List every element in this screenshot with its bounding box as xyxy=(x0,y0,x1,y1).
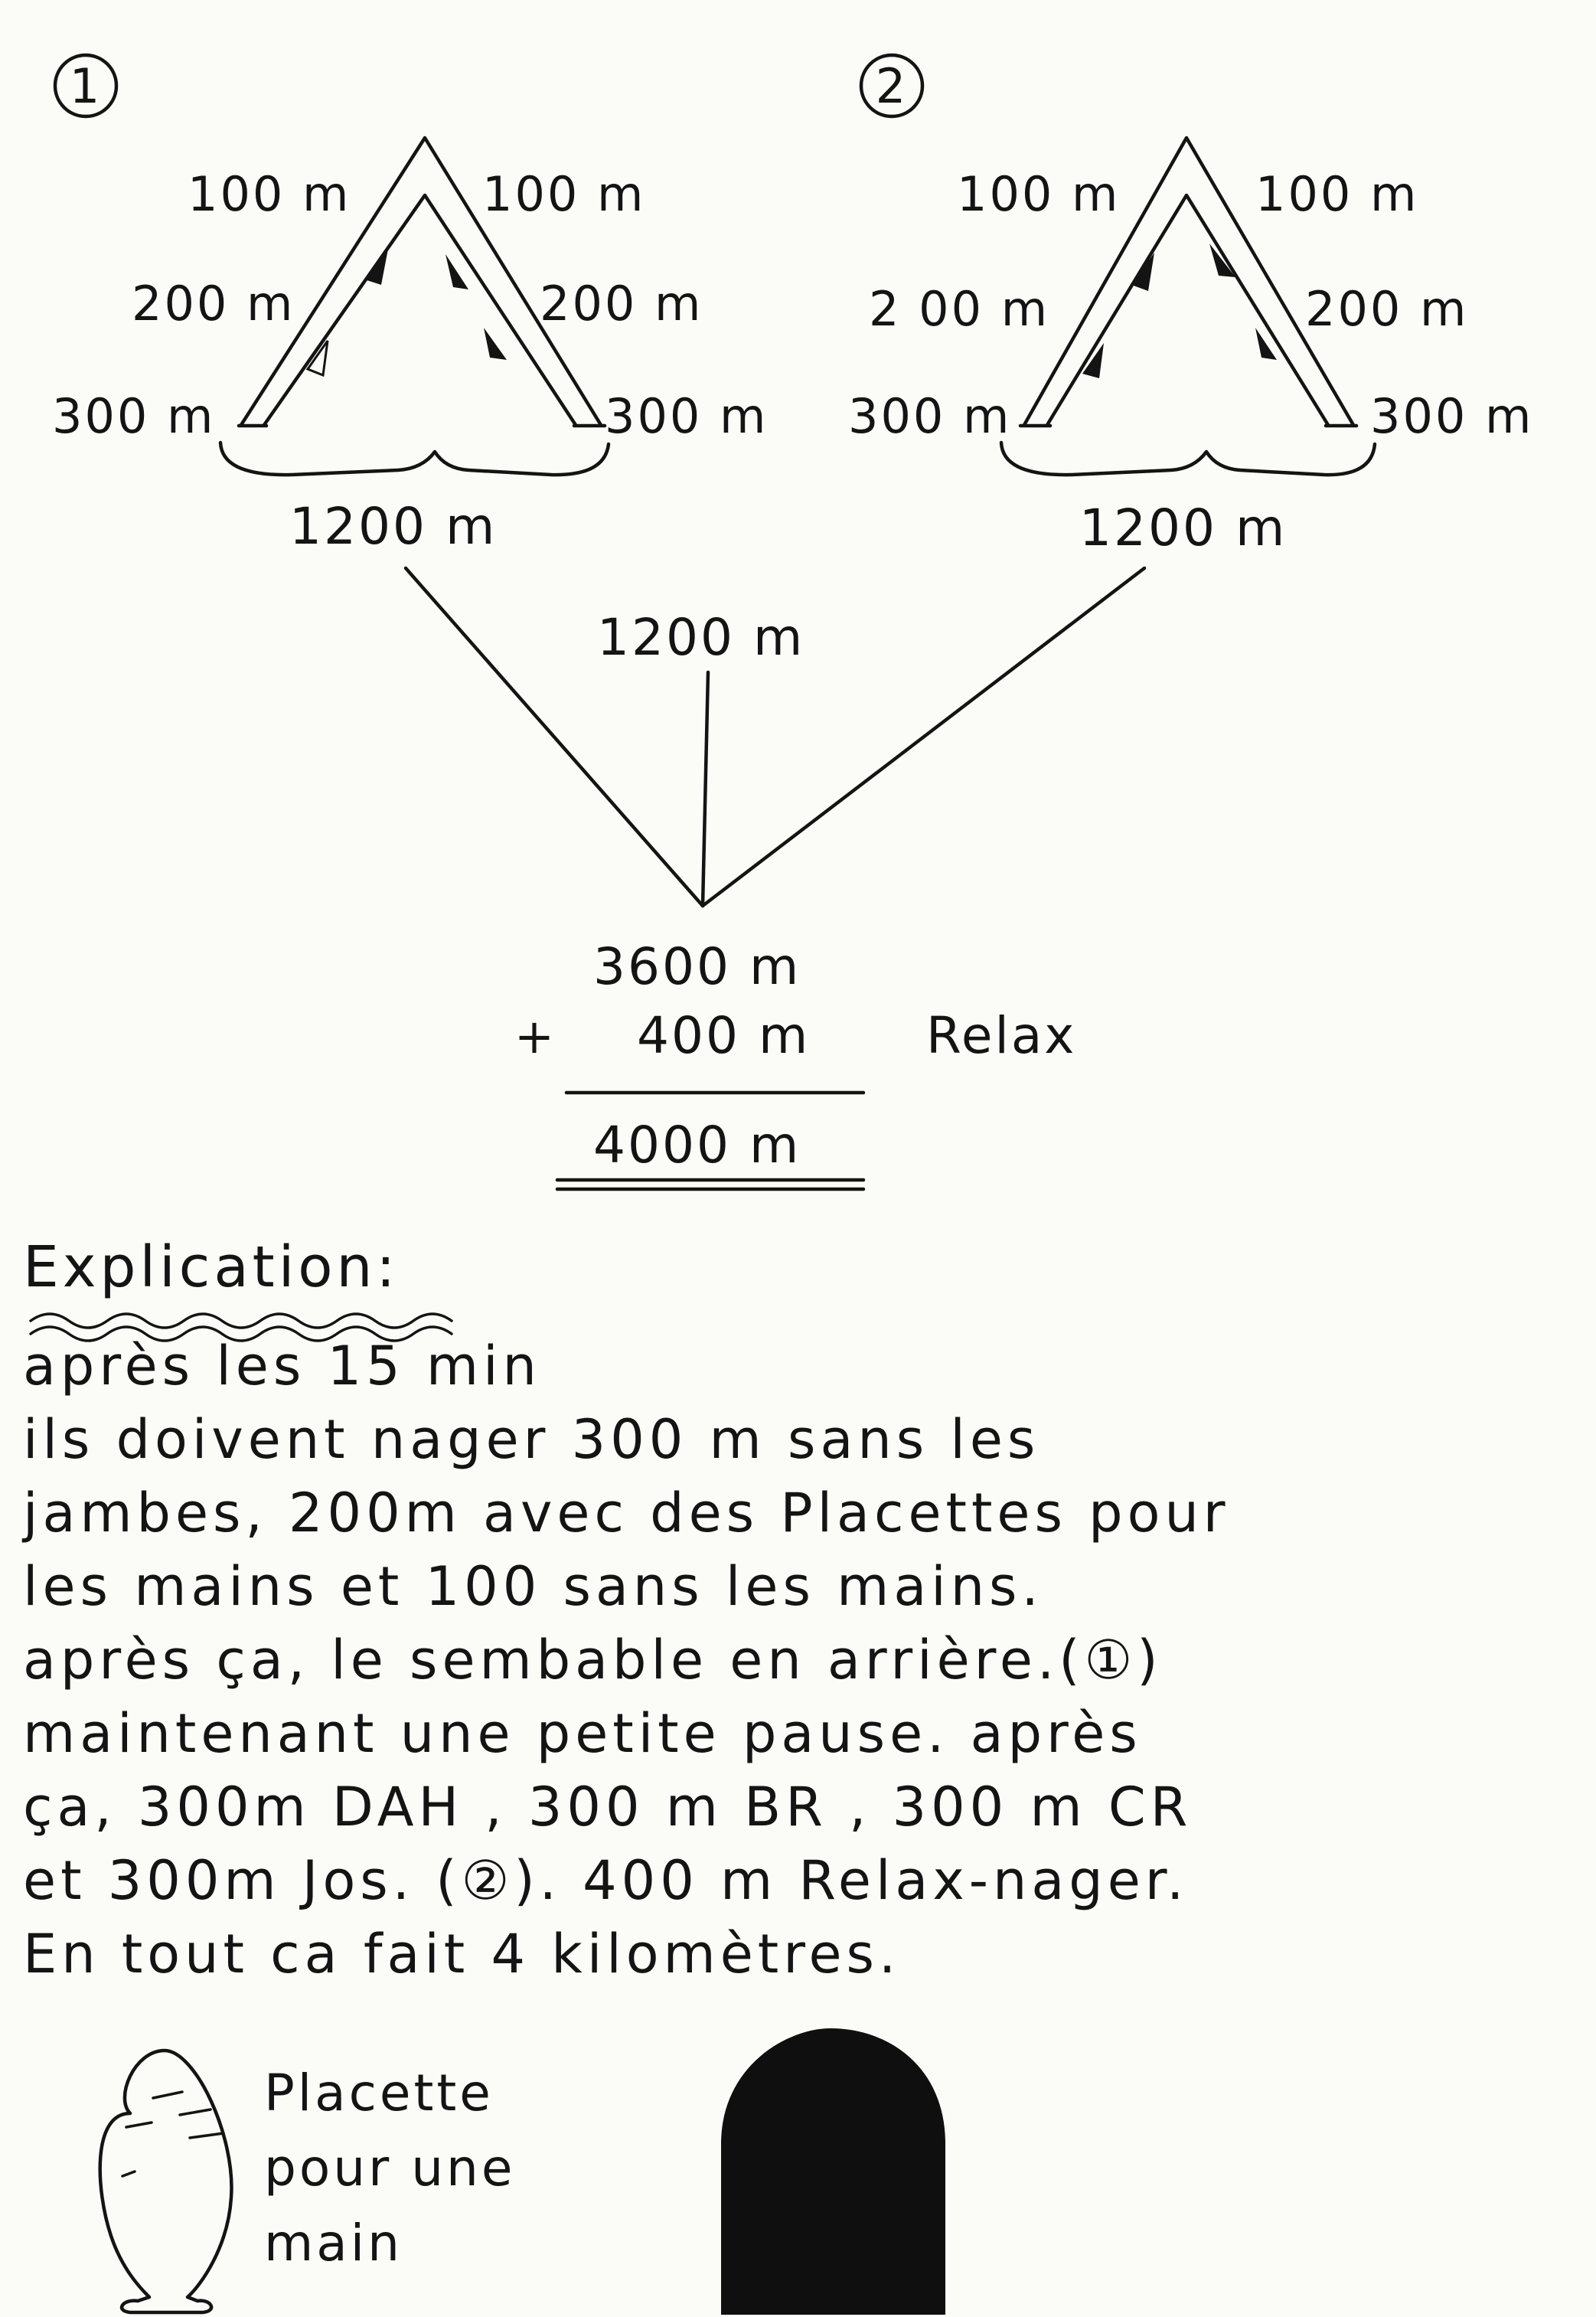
explication-line-1: après les 15 min xyxy=(23,1335,541,1398)
diagram-2-left-label-200: 2 00 m xyxy=(869,281,1050,337)
explication-line-6: maintenant une petite pause. après xyxy=(23,1702,1142,1766)
paddle-legend-line-3: main xyxy=(264,2214,403,2273)
explication-body xyxy=(23,1329,1577,1991)
pull-buoy-shape xyxy=(723,2031,943,2312)
explication-line-5: après ça, le sembable en arrière.(①) xyxy=(23,1629,1163,1692)
explication-line-4: les mains et 100 sans les mains. xyxy=(23,1555,1043,1619)
paddle-legend xyxy=(264,2056,515,2281)
diagram-2 xyxy=(848,55,1533,557)
diagram-1-right-label-300: 300 m xyxy=(605,388,769,444)
diagram-2-left-label-300: 300 m xyxy=(848,388,1012,444)
hand-paddle-drawing xyxy=(100,2051,232,2312)
diagram-1-left-label-300: 300 m xyxy=(52,388,216,444)
hand-paddle-mark-3 xyxy=(126,2123,152,2127)
diagram-1-arrow-down-2 xyxy=(484,328,507,360)
explication-line-3: jambes, 200m avec des Placettes pour xyxy=(23,1482,1230,1545)
paddle-legend-line-1: Placette xyxy=(264,2064,494,2123)
diagram-2-brace xyxy=(1001,443,1375,475)
diagram-1-right-label-100: 100 m xyxy=(482,166,646,222)
distance-sum xyxy=(514,937,1076,1189)
diagram-2-right-label-300: 300 m xyxy=(1370,388,1534,444)
sum-addend: 400 m xyxy=(637,1006,811,1065)
combining-lines xyxy=(406,568,1144,906)
hand-paddle-mark-5 xyxy=(122,2172,135,2176)
explication-heading: Explication: xyxy=(23,1234,400,1300)
hand-paddle-mark-4 xyxy=(190,2133,224,2138)
explication-line-2: ils doivent nager 300 m sans les xyxy=(23,1408,1040,1472)
explication-line-8: et 300m Jos. (②). 400 m Relax-nager. xyxy=(23,1849,1189,1913)
pull-buoy-drawing xyxy=(723,2031,943,2312)
explication-line-7: ça, 300m DAH , 300 m BR , 300 m CR xyxy=(23,1776,1193,1839)
diagram-2-total: 1200 m xyxy=(1079,498,1288,557)
sum-plus-sign: + xyxy=(514,1008,556,1064)
diagram-2-arrow-down-2 xyxy=(1255,328,1277,360)
diagram-1-left-label-100: 100 m xyxy=(188,166,351,222)
diagram-1-left-label-200: 200 m xyxy=(132,276,295,332)
diagram-1-total: 1200 m xyxy=(289,497,498,556)
diagram-2-number: 2 xyxy=(875,58,909,114)
diagram-1-brace xyxy=(220,443,609,475)
diagram-1 xyxy=(52,55,768,556)
hand-paddle-outline xyxy=(100,2051,232,2312)
sum-addend-note: Relax xyxy=(926,1006,1077,1065)
diagram-2-arrow-up-1 xyxy=(1131,253,1154,291)
explication-section xyxy=(23,1234,1577,1991)
middle-total: 1200 m xyxy=(597,608,805,667)
sum-subtotal: 3600 m xyxy=(593,937,801,996)
diagram-1-right-label-200: 200 m xyxy=(540,276,703,332)
diagram-1-number: 1 xyxy=(69,58,103,114)
explication-line-9: En tout ca fait 4 kilomètres. xyxy=(23,1923,901,1986)
sum-result: 4000 m xyxy=(593,1116,801,1175)
paddle-legend-line-2: pour une xyxy=(264,2139,516,2198)
diagram-2-left-label-100: 100 m xyxy=(957,166,1121,222)
diagram-2-right-label-100: 100 m xyxy=(1255,166,1419,222)
diagram-1-arrow-up-1 xyxy=(364,245,389,285)
hand-paddle-mark-2 xyxy=(180,2109,211,2115)
middle-connector-line xyxy=(703,672,708,906)
diagram-2-right-label-200: 200 m xyxy=(1305,281,1469,337)
diagram-2-arrow-down-1 xyxy=(1209,243,1235,277)
hand-paddle-mark-1 xyxy=(153,2092,182,2098)
